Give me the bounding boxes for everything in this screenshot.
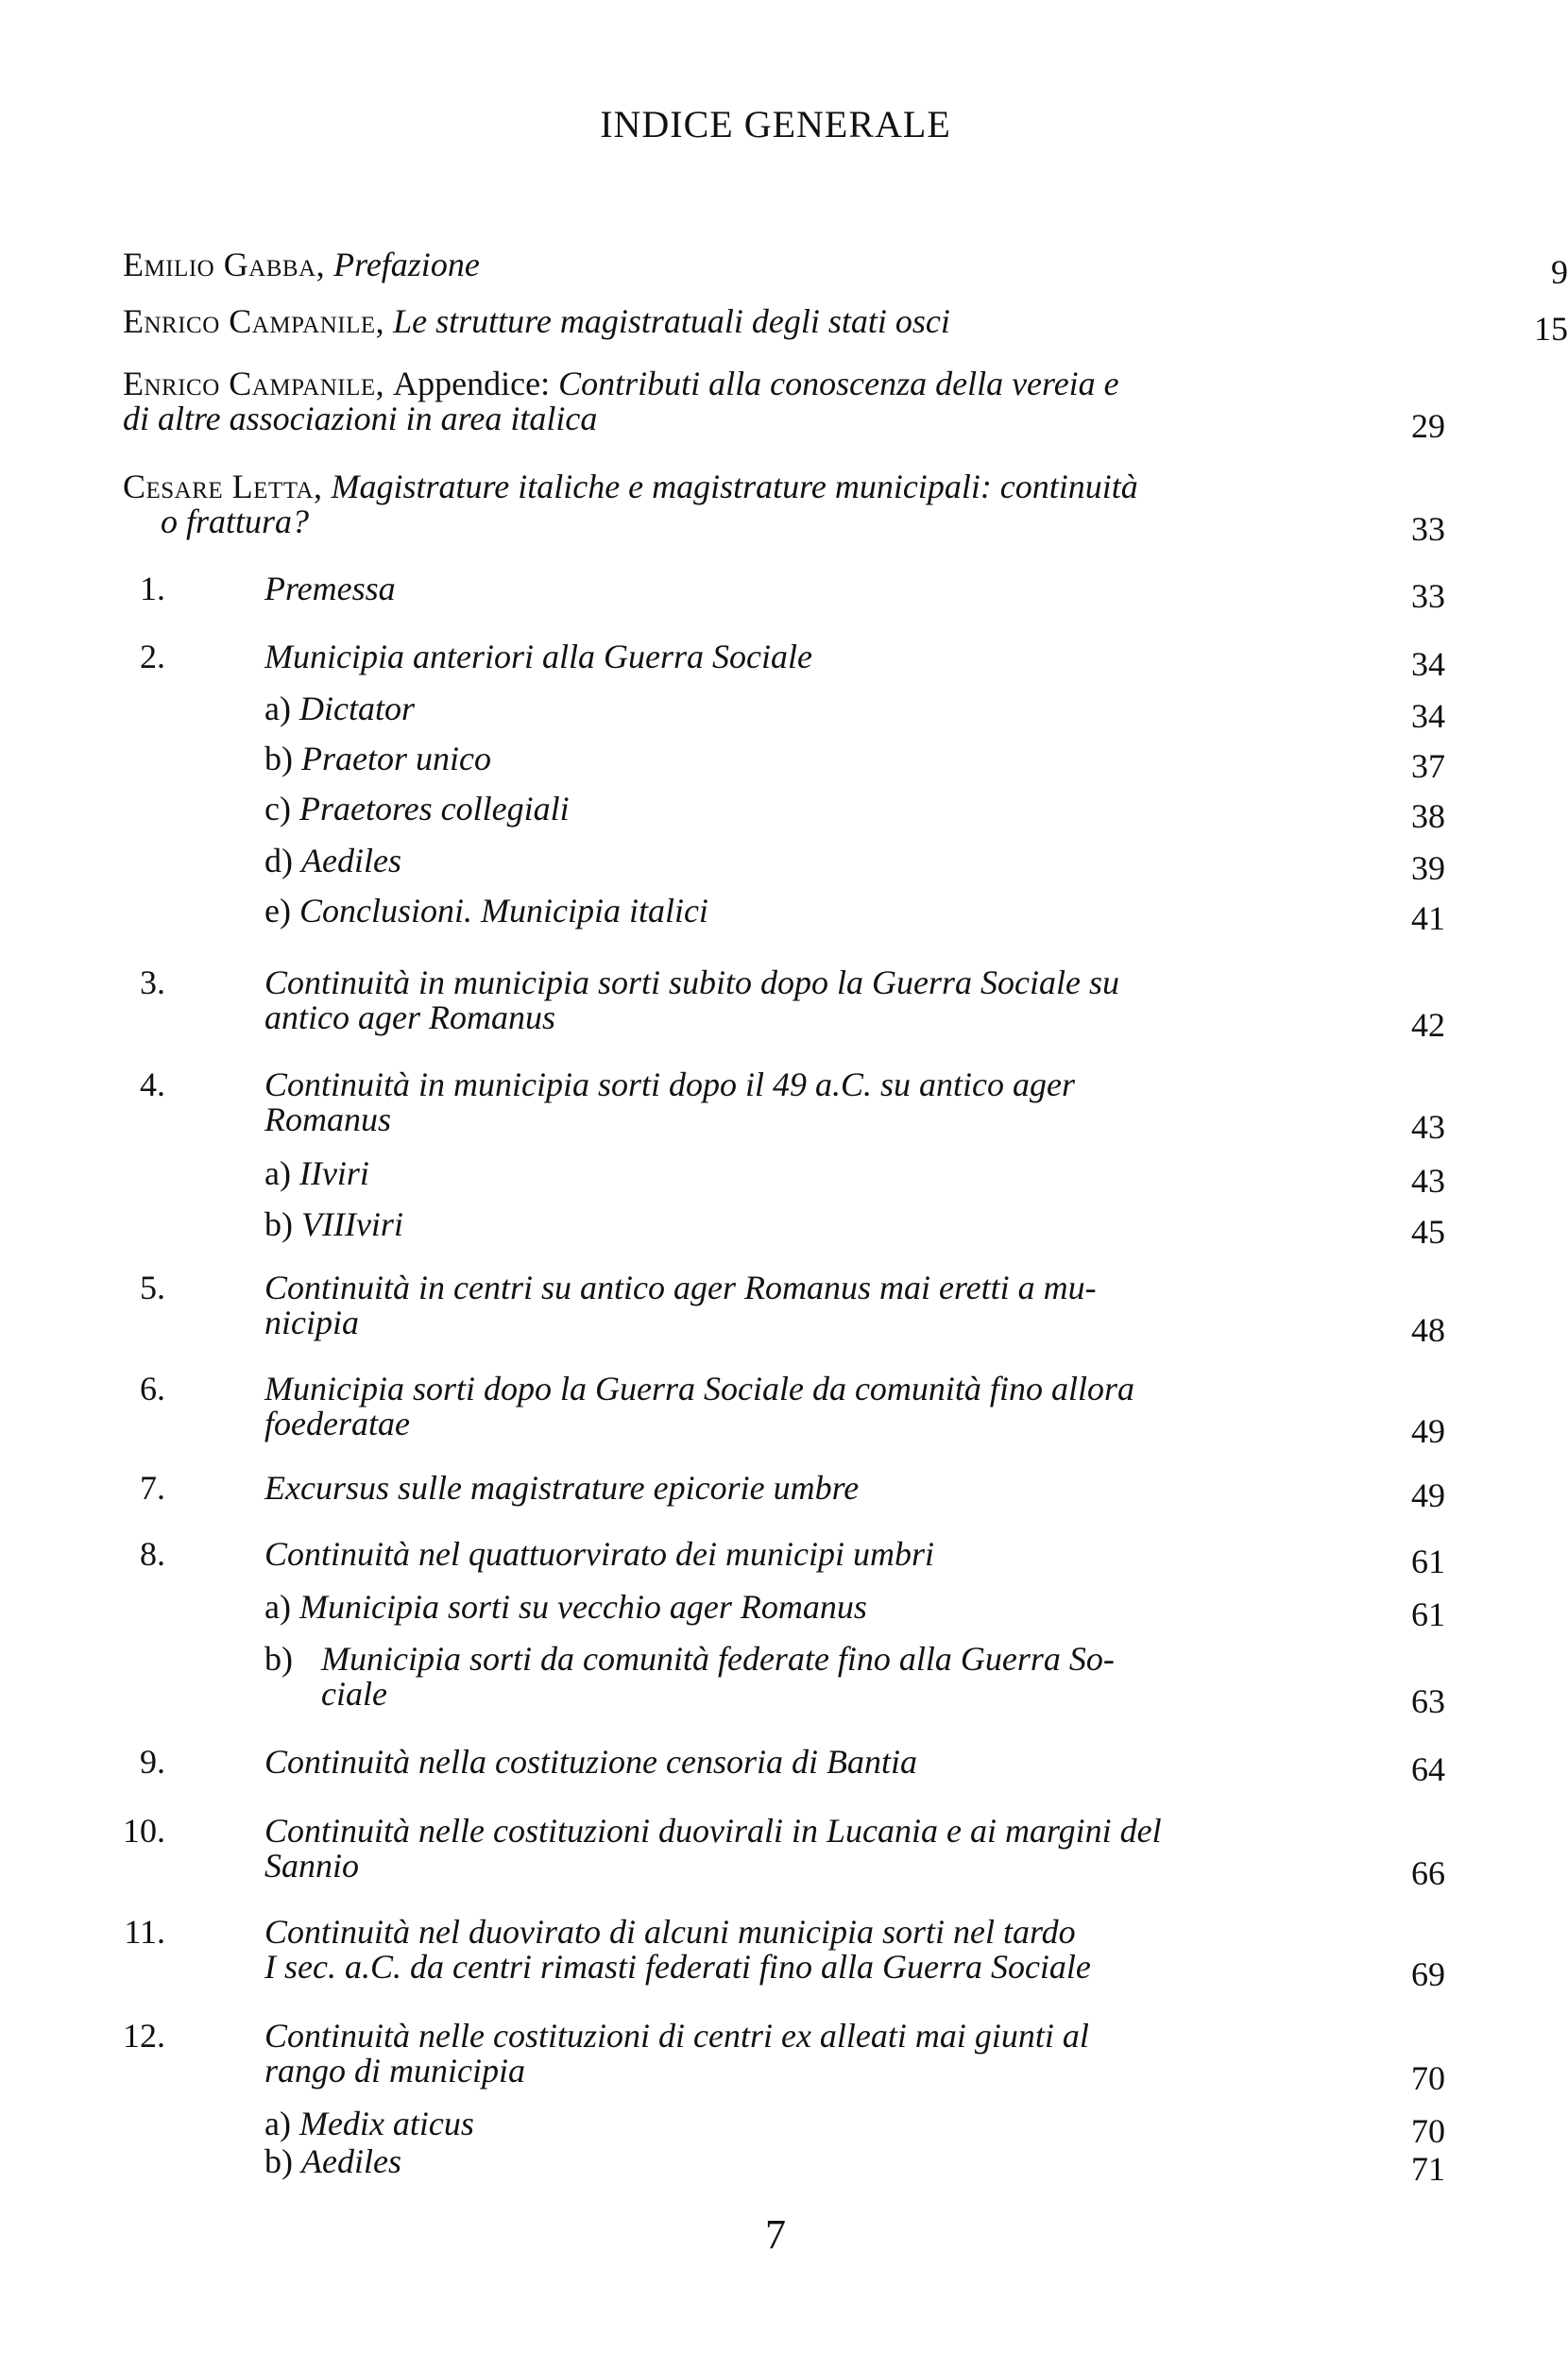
- entry-title-line1: Municipia sorti da comunità federate fino alla Guerra So-: [321, 1640, 1115, 1678]
- entry-letter: a): [264, 2105, 291, 2142]
- entry-title-line2: ciale: [321, 1675, 387, 1713]
- entry-page: 45: [1411, 1213, 1445, 1251]
- entry-letter: b): [264, 740, 293, 777]
- toc-entry-5: [140, 1269, 1445, 1349]
- toc-entry-4: [140, 1066, 1445, 1146]
- entry-title: Le strutture magistratuali degli stati osci: [393, 302, 950, 340]
- toc-entry-8b: [264, 1640, 1445, 1720]
- entry-page: 43: [1411, 1162, 1445, 1200]
- entry-title-line1: Continuità nelle costituzioni di centri ex alleati mai giunti al: [264, 2017, 1089, 2055]
- toc-entry-prefazione: [123, 246, 1568, 291]
- entry-title: Continuità nella costituzione censoria di Bantia: [264, 1743, 917, 1781]
- entry-title-line1: Magistrature italiche e magistrature municipali: continuità: [331, 468, 1138, 505]
- entry-number: 1.: [140, 570, 165, 607]
- toc-entry-2b: [264, 740, 1445, 785]
- entry-title: Premessa: [264, 570, 396, 607]
- toc-entry-12b: [264, 2142, 1445, 2188]
- entry-number: 7.: [140, 1469, 165, 1507]
- entry-title: Dictator: [298, 690, 415, 727]
- entry-title-line2: foederatae: [264, 1405, 410, 1442]
- entry-page: 15: [1534, 310, 1568, 348]
- toc-entry-2: [140, 638, 1445, 683]
- entry-page: 33: [1411, 510, 1445, 548]
- toc-entry-4a: [264, 1154, 1445, 1200]
- entry-title-line2: Romanus: [264, 1100, 391, 1138]
- entry-title-line2: di altre associazioni in area italica: [123, 400, 598, 437]
- toc-entry-12a: [264, 2105, 1445, 2150]
- entry-number: 4.: [140, 1066, 165, 1103]
- entry-title: Municipia anteriori alla Guerra Sociale: [264, 638, 812, 675]
- toc-entry-3: [140, 964, 1445, 1044]
- entry-author: Cesare Letta,: [123, 468, 323, 505]
- toc-entry-strutture: [123, 302, 1568, 348]
- entry-title-line1: Contributi alla conoscenza della vereia e: [558, 365, 1119, 402]
- entry-number: 2.: [140, 638, 165, 675]
- page-number: 7: [765, 2211, 786, 2258]
- entry-title-line1: Continuità in centri su antico ager Romanus mai eretti a mu-: [264, 1269, 1097, 1306]
- entry-page: 39: [1411, 849, 1445, 887]
- entry-letter: c): [264, 790, 291, 827]
- entry-page: 42: [1411, 1006, 1445, 1044]
- entry-title-line2: rango di municipia: [264, 2052, 525, 2090]
- entry-page: 69: [1411, 1955, 1445, 1993]
- entry-number: 12.: [123, 2017, 165, 2055]
- entry-title-line2: Sannio: [264, 1847, 360, 1885]
- entry-title: Prefazione: [333, 246, 480, 283]
- entry-letter: d): [264, 842, 293, 879]
- entry-page: 49: [1411, 1412, 1445, 1450]
- entry-title: Praetor unico: [301, 740, 491, 777]
- entry-page: 70: [1411, 2059, 1445, 2097]
- entry-page: 66: [1411, 1854, 1445, 1892]
- entry-author: Enrico Campanile,: [123, 302, 385, 340]
- entry-title: Municipia sorti su vecchio ager Romanus: [298, 1588, 867, 1626]
- toc-entry-6: [140, 1370, 1445, 1450]
- entry-page: 48: [1411, 1311, 1445, 1349]
- entry-page: 49: [1411, 1476, 1445, 1514]
- toc-entry-7: [140, 1469, 1445, 1514]
- entry-page: 64: [1411, 1750, 1445, 1788]
- entry-page: 70: [1411, 2112, 1445, 2150]
- toc-entry-2d: [264, 842, 1445, 887]
- toc-entry-letta: [123, 468, 1445, 548]
- entry-page: 41: [1411, 899, 1445, 937]
- entry-title-line2: o frattura?: [161, 503, 310, 540]
- entry-title-line1: Continuità in municipia sorti subito dopo la Guerra Sociale su: [264, 964, 1120, 1001]
- toc-entry-11: [124, 1913, 1445, 1993]
- entry-title-line1: Continuità nelle costituzioni duovirali in Lucania e ai margini del: [264, 1812, 1162, 1850]
- toc-entry-appendice: [123, 365, 1445, 445]
- entry-title-line2: I sec. a.C. da centri rimasti federati fino alla Guerra Sociale: [264, 1948, 1091, 1986]
- entry-letter: a): [264, 1588, 291, 1626]
- entry-author: Enrico Campanile,: [123, 365, 385, 402]
- toc-entry-2c: [264, 790, 1445, 835]
- toc-entry-9: [140, 1743, 1445, 1788]
- entry-page: 37: [1411, 747, 1445, 785]
- entry-page: 61: [1411, 1543, 1445, 1580]
- toc-entry-12: [123, 2017, 1445, 2097]
- entry-title: Aediles: [301, 842, 401, 879]
- entry-title: Aediles: [301, 2142, 401, 2180]
- toc-entry-2a: [264, 690, 1445, 735]
- entry-page: 63: [1411, 1682, 1445, 1720]
- toc-entry-8: [140, 1535, 1445, 1580]
- toc-entry-10: [123, 1812, 1445, 1892]
- entry-page: 33: [1411, 577, 1445, 615]
- entry-number: 8.: [140, 1535, 165, 1573]
- entry-letter: e): [264, 892, 291, 930]
- entry-title-line1: Municipia sorti dopo la Guerra Sociale da comunità fino allora: [264, 1370, 1134, 1407]
- entry-letter: b): [264, 1205, 293, 1243]
- entry-page: 71: [1411, 2150, 1445, 2188]
- entry-number: 11.: [124, 1913, 165, 1951]
- toc-entry-1: [140, 570, 1445, 615]
- entry-page: 38: [1411, 797, 1445, 835]
- entry-title-line2: nicipia: [264, 1304, 359, 1341]
- entry-number: 10.: [123, 1812, 165, 1850]
- entry-page: 34: [1411, 697, 1445, 735]
- entry-letter: a): [264, 1154, 291, 1192]
- entry-title-line1: Continuità nel duovirato di alcuni municipia sorti nel tardo: [264, 1913, 1076, 1951]
- entry-prefix: Appendice:: [393, 365, 551, 402]
- entry-number: 9.: [140, 1743, 165, 1781]
- entry-letter: a): [264, 690, 291, 727]
- entry-author: Emilio Gabba,: [123, 246, 326, 283]
- toc-entry-2e: [264, 892, 1445, 937]
- entry-letter: b): [264, 2142, 293, 2180]
- entry-page: 61: [1411, 1595, 1445, 1633]
- entry-page: 9: [1551, 253, 1568, 291]
- entry-number: 3.: [140, 964, 165, 1001]
- entry-letter: b): [264, 1640, 293, 1678]
- entry-page: 34: [1411, 645, 1445, 683]
- entry-title: Medix aticus: [298, 2105, 474, 2142]
- entry-title-line1: Continuità in municipia sorti dopo il 49 a.C. su antico ager: [264, 1066, 1076, 1103]
- toc-entry-8a: [264, 1588, 1445, 1633]
- entry-title: IIviri: [298, 1154, 369, 1192]
- entry-title-line2: antico ager Romanus: [264, 998, 555, 1036]
- entry-title: Conclusioni. Municipia italici: [298, 892, 708, 930]
- toc-entry-4b: [264, 1205, 1445, 1251]
- entry-title: VIIIviri: [301, 1205, 403, 1243]
- page-title: INDICE GENERALE: [600, 103, 951, 145]
- entry-number: 5.: [140, 1269, 165, 1306]
- entry-number: 6.: [140, 1370, 165, 1407]
- entry-title: Continuità nel quattuorvirato dei municipi umbri: [264, 1535, 934, 1573]
- entry-page: 29: [1411, 407, 1445, 445]
- entry-page: 43: [1411, 1108, 1445, 1146]
- entry-title: Excursus sulle magistrature epicorie umbre: [264, 1469, 860, 1507]
- entry-title: Praetores collegiali: [298, 790, 570, 827]
